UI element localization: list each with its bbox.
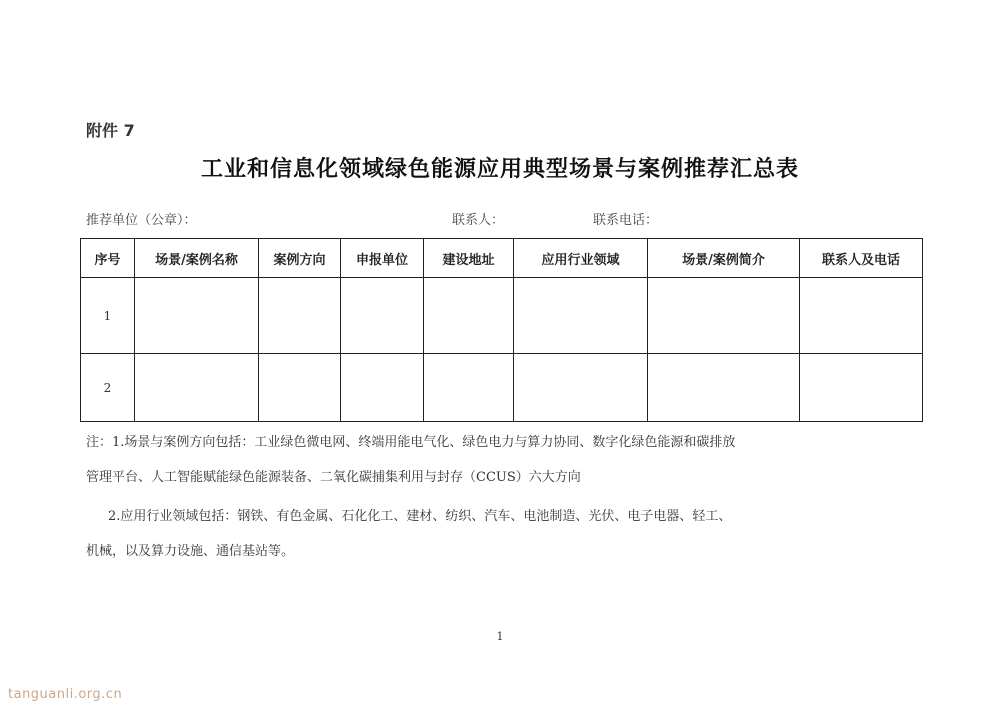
table-cell [259, 278, 341, 354]
contact-person-label: 联系人： [452, 213, 505, 228]
table-cell [648, 354, 800, 422]
table-row [81, 354, 923, 422]
note-line: 2.应用行业领域包括：钢铁、有色金属、石化化工、建材、纺织、汽车、电池制造、光伏、电子电器、轻工、 [108, 509, 732, 524]
note-line: 机械，以及算力设施、通信基站等。 [86, 544, 295, 559]
page-number: 1 [496, 630, 504, 643]
table-cell [800, 354, 923, 422]
column-header: 应用行业领域 [514, 239, 648, 278]
column-header: 场景/案例简介 [648, 239, 800, 278]
note-line: 注：1.场景与案例方向包括：工业绿色微电网、终端用能电气化、绿色电力与算力协同、数字化绿色能源和碳排放 [86, 435, 736, 450]
column-header: 联系人及电话 [800, 239, 923, 278]
column-header: 序号 [81, 239, 135, 278]
table-cell [341, 278, 424, 354]
column-header: 案例方向 [259, 239, 341, 278]
table-cell [259, 354, 341, 422]
attachment-label: 附件 7 [86, 121, 135, 140]
recommending-unit-label: 推荐单位（公章）： [86, 213, 197, 228]
page-title: 工业和信息化领域绿色能源应用典型场景与案例推荐汇总表 [200, 157, 799, 182]
column-header: 申报单位 [341, 239, 424, 278]
table-cell [135, 354, 259, 422]
table-cell [135, 278, 259, 354]
note-line: 管理平台、人工智能赋能绿色能源装备、二氧化碳捕集利用与封存（CCUS）六大方向 [86, 470, 581, 485]
table-cell [341, 354, 424, 422]
table-cell [648, 278, 800, 354]
contact-phone-label: 联系电话： [593, 213, 659, 228]
table-cell [800, 278, 923, 354]
table-cell [424, 278, 514, 354]
table-row [81, 278, 923, 354]
column-header: 建设地址 [424, 239, 514, 278]
watermark: tanguanli.org.cn [8, 687, 123, 702]
column-header: 场景/案例名称 [135, 239, 259, 278]
table-header-row [81, 239, 923, 278]
table-cell [514, 278, 648, 354]
table-cell [514, 354, 648, 422]
table-cell: 1 [81, 278, 135, 354]
table-cell [424, 354, 514, 422]
summary-table [80, 238, 923, 422]
table-cell: 2 [81, 354, 135, 422]
